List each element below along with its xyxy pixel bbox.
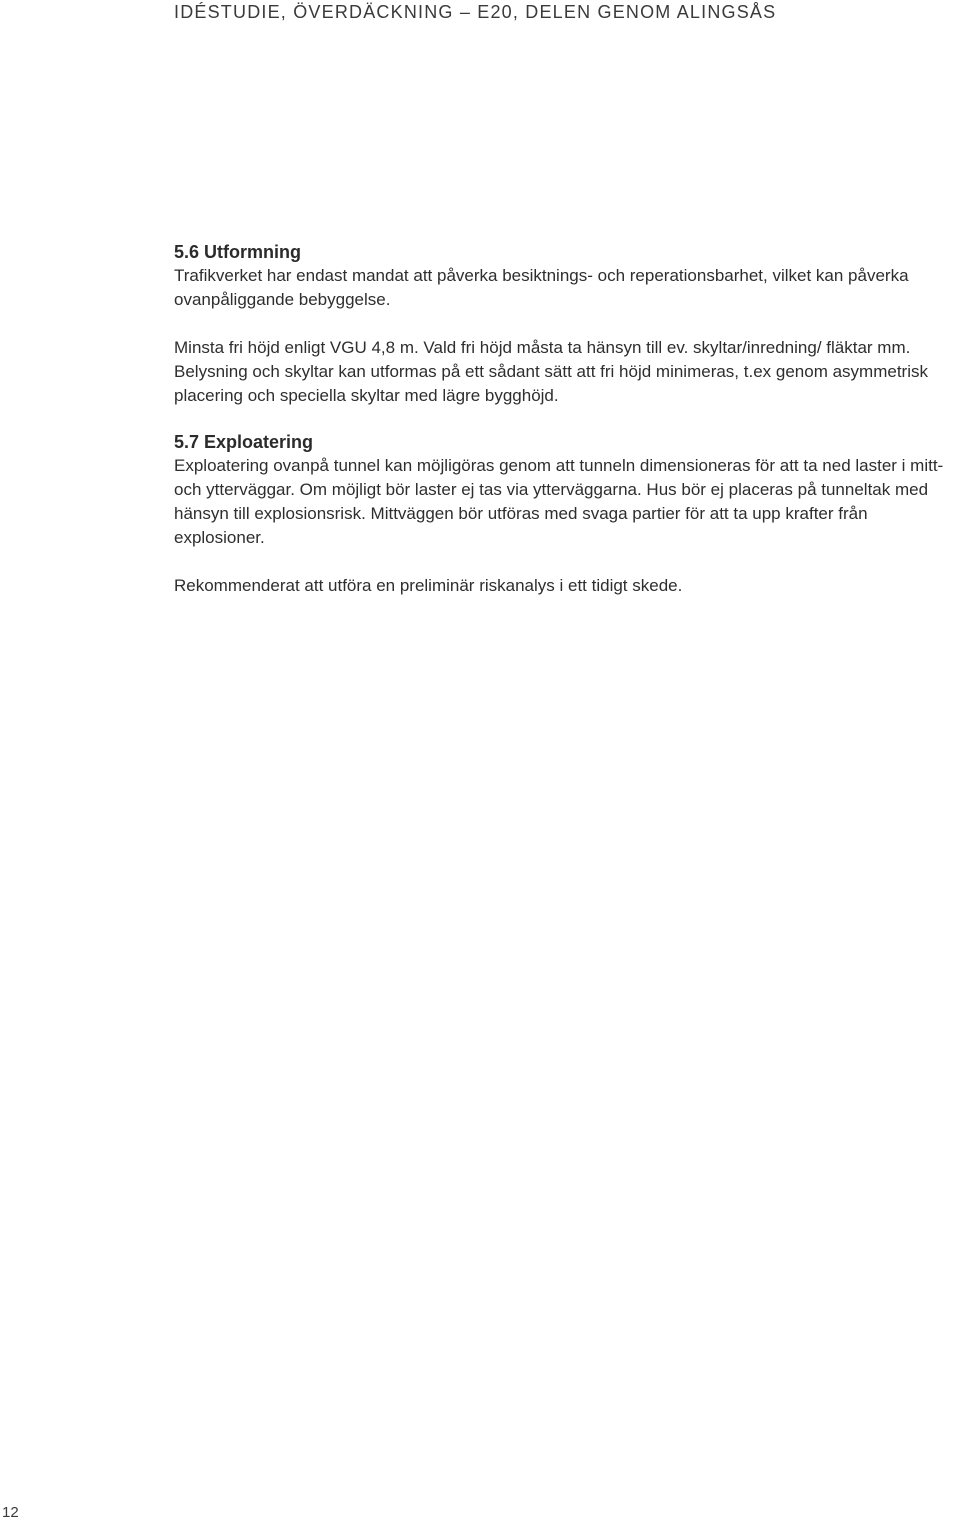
document-body <box>174 240 954 598</box>
paragraph-mandat: Trafikverket har endast mandat att påverka besiktnings- och reperationsbarhet, vilket kan påverka ovanpåliggande bebyggelse. <box>174 266 909 309</box>
paragraph-riskanalys: Rekommenderat att utföra en preliminär riskanalys i ett tidigt skede. <box>174 576 683 595</box>
page-number: 12 <box>2 1504 19 1521</box>
paragraph-fri-hojd: Minsta fri höjd enligt VGU 4,8 m. Vald fri höjd måsta ta hänsyn till ev. skyltar/inredning/ fläktar mm. Belysning och skyltar kan utformas på ett sådant sätt att fri höjd minimeras, t.ex genom asymmetrisk placering och speciella skyltar med lägre bygghöjd. <box>174 338 928 405</box>
paragraph-exploatering: Exploatering ovanpå tunnel kan möjligöras genom att tunneln dimensioneras för att ta ned laster i mitt- och ytterväggar. Om möjligt bör laster ej tas via ytterväggarna. Hus bör ej placeras på tunneltak med hänsyn till explosionsrisk. Mittväggen bör utföras med svaga partier för att ta upp krafter från explosioner. <box>174 456 944 547</box>
section-heading-utformning: 5.6 Utformning <box>174 242 302 262</box>
running-header: IDÉSTUDIE, ÖVERDÄCKNING – E20, DELEN GENOM ALINGSÅS <box>174 2 777 22</box>
section-heading-exploatering: 5.7 Exploatering <box>174 432 314 452</box>
